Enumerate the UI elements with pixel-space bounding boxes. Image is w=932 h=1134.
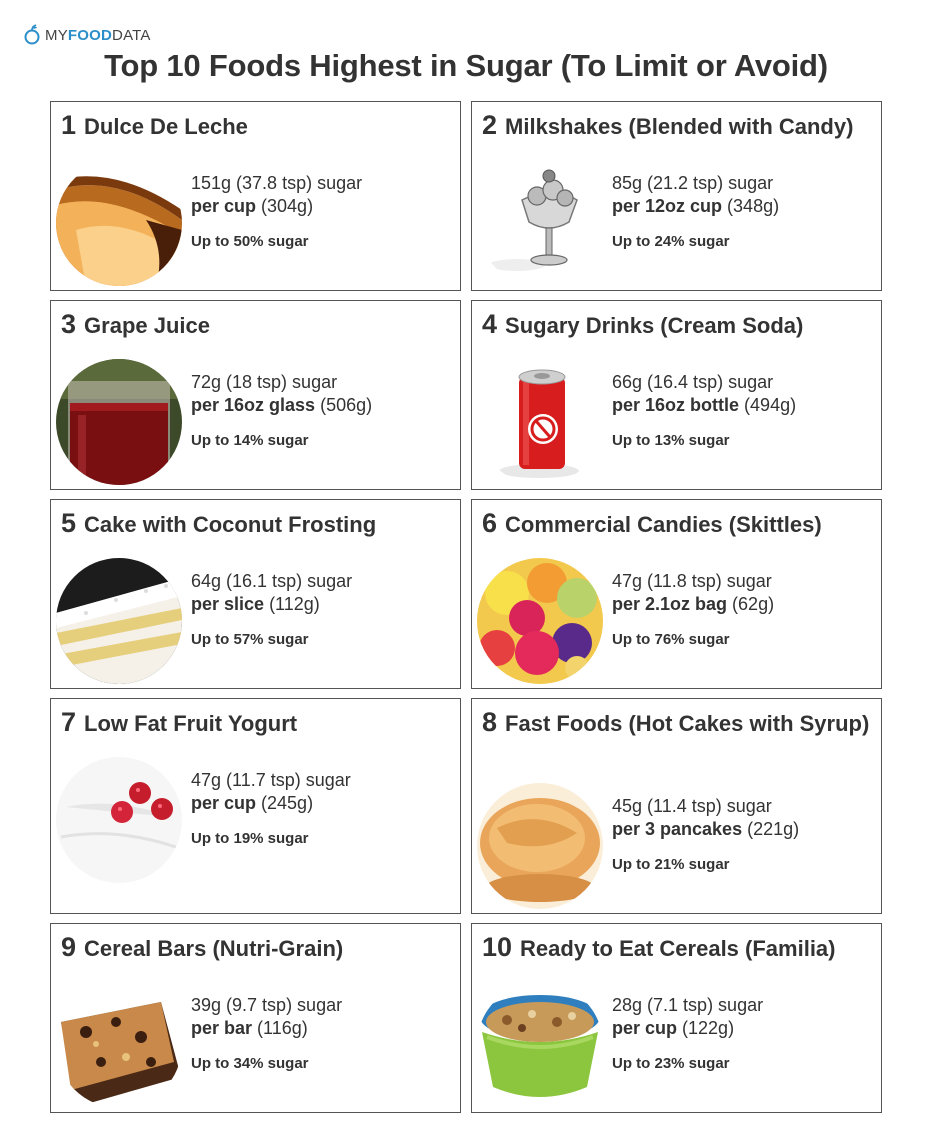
food-rank: 2 (482, 110, 498, 140)
food-info (191, 371, 372, 452)
serving-weight: (221g) (747, 819, 800, 839)
food-info (191, 994, 342, 1075)
sugar-grams: 64g (16.1 tsp) sugar (191, 571, 353, 591)
food-info (612, 795, 799, 876)
food-rank: 7 (61, 707, 77, 737)
serving-weight: (494g) (744, 395, 797, 415)
serving-size: per 16oz bottle (612, 395, 740, 415)
serving-line (191, 394, 372, 417)
food-card-heading (482, 310, 872, 340)
granola-bowl-image (477, 982, 603, 1108)
serving-line (191, 1017, 342, 1040)
serving-size: per 12oz cup (612, 196, 723, 216)
serving-weight: (348g) (727, 196, 780, 216)
sugar-grams: 39g (9.7 tsp) sugar (191, 995, 343, 1015)
serving-line (191, 593, 352, 616)
food-card-heading (61, 111, 451, 141)
logo-food: FOOD (67, 26, 113, 44)
serving-line (612, 195, 779, 218)
food-info (191, 570, 352, 651)
food-card-heading (482, 708, 872, 738)
soda-can-image (477, 359, 603, 485)
milkshake-sundae-image (477, 160, 603, 286)
sugar-percent: Up to 21% sugar (612, 856, 730, 873)
food-name: Fast Foods (Hot Cakes with Syrup) (505, 711, 870, 736)
sugar-percent: Up to 19% sugar (191, 830, 309, 847)
food-rank: 8 (482, 707, 498, 737)
food-rank: 5 (61, 508, 77, 538)
sugar-grams: 47g (11.7 tsp) sugar (191, 770, 351, 790)
food-name: Low Fat Fruit Yogurt (84, 711, 298, 736)
food-card-heading (61, 310, 451, 340)
food-name: Grape Juice (84, 313, 210, 338)
food-card-8 (471, 698, 882, 914)
myfooddata-logo[interactable] (24, 22, 151, 48)
flan-image (56, 160, 182, 286)
food-card-1 (50, 101, 461, 291)
grape-juice-glass-image (56, 359, 182, 485)
food-info (612, 994, 763, 1075)
food-card-3 (50, 300, 461, 490)
food-card-6 (471, 499, 882, 689)
food-info (612, 172, 779, 253)
food-rank: 1 (61, 110, 77, 140)
logo-text (45, 27, 151, 44)
serving-line (612, 593, 774, 616)
page-title: Top 10 Foods Highest in Sugar (To Limit or Avoid) (104, 48, 828, 83)
food-card-heading (61, 708, 451, 738)
food-info (191, 172, 362, 253)
food-card-2 (471, 101, 882, 291)
food-info (191, 769, 351, 850)
sugar-percent: Up to 24% sugar (612, 233, 730, 250)
serving-weight: (116g) (257, 1018, 308, 1038)
sugar-grams: 28g (7.1 tsp) sugar (612, 995, 764, 1015)
food-card-9 (50, 923, 461, 1113)
sugar-grams: 47g (11.8 tsp) sugar (612, 571, 772, 591)
food-rank: 4 (482, 309, 498, 339)
coconut-cake-slice-image (56, 558, 182, 684)
serving-weight: (62g) (732, 594, 775, 614)
sugar-percent: Up to 76% sugar (612, 631, 730, 648)
sugar-grams: 45g (11.4 tsp) sugar (612, 796, 772, 816)
serving-line (612, 818, 799, 841)
food-name: Cake with Coconut Frosting (84, 512, 377, 537)
food-name: Ready to Eat Cereals (Familia) (520, 936, 836, 961)
food-name: Cereal Bars (Nutri-Grain) (84, 936, 344, 961)
serving-size: per 16oz glass (191, 395, 316, 415)
food-card-10 (471, 923, 882, 1113)
serving-weight: (245g) (261, 793, 314, 813)
food-name: Milkshakes (Blended with Candy) (505, 114, 854, 139)
logo-my: MY (45, 26, 68, 44)
food-card-heading (482, 933, 872, 963)
logo-apple-icon (24, 24, 40, 46)
food-card-heading (482, 509, 872, 539)
serving-weight: (122g) (682, 1018, 735, 1038)
serving-size: per 2.1oz bag (612, 594, 728, 614)
serving-weight: (112g) (269, 594, 320, 614)
serving-line (191, 792, 351, 815)
sugar-percent: Up to 23% sugar (612, 1055, 730, 1072)
food-card-heading (482, 111, 872, 141)
sugar-percent: Up to 34% sugar (191, 1055, 309, 1072)
sugar-grams: 85g (21.2 tsp) sugar (612, 173, 774, 193)
sugar-percent: Up to 57% sugar (191, 631, 309, 648)
serving-size: per 3 pancakes (612, 819, 743, 839)
food-name: Commercial Candies (Skittles) (505, 512, 822, 537)
food-rank: 10 (482, 932, 513, 962)
food-card-4 (471, 300, 882, 490)
food-rank: 3 (61, 309, 77, 339)
sugar-grams: 151g (37.8 tsp) sugar (191, 173, 363, 193)
serving-line (612, 394, 796, 417)
hard-candies-image (477, 558, 603, 684)
sugar-percent: Up to 13% sugar (612, 432, 730, 449)
sugar-percent: Up to 50% sugar (191, 233, 309, 250)
serving-size: per cup (191, 196, 257, 216)
food-info (612, 570, 774, 651)
serving-weight: (506g) (320, 395, 373, 415)
yogurt-with-raspberries-image (56, 757, 182, 883)
serving-size: per bar (191, 1018, 253, 1038)
food-name: Sugary Drinks (Cream Soda) (505, 313, 804, 338)
food-name: Dulce De Leche (84, 114, 248, 139)
food-card-heading (61, 509, 451, 539)
food-info (612, 371, 796, 452)
food-card-7 (50, 698, 461, 914)
serving-size: per cup (191, 793, 257, 813)
serving-weight: (304g) (261, 196, 314, 216)
sugar-grams: 66g (16.4 tsp) sugar (612, 372, 774, 392)
pancakes-with-syrup-image (477, 783, 603, 909)
logo-data: DATA (112, 26, 151, 44)
serving-line (612, 1017, 763, 1040)
serving-size: per slice (191, 594, 265, 614)
food-rank: 6 (482, 508, 498, 538)
food-card-5 (50, 499, 461, 689)
food-card-heading (61, 933, 451, 963)
sugar-percent: Up to 14% sugar (191, 432, 309, 449)
sugar-grams: 72g (18 tsp) sugar (191, 372, 338, 392)
cereal-bar-image (56, 982, 182, 1108)
serving-size: per cup (612, 1018, 678, 1038)
food-rank: 9 (61, 932, 77, 962)
serving-line (191, 195, 362, 218)
